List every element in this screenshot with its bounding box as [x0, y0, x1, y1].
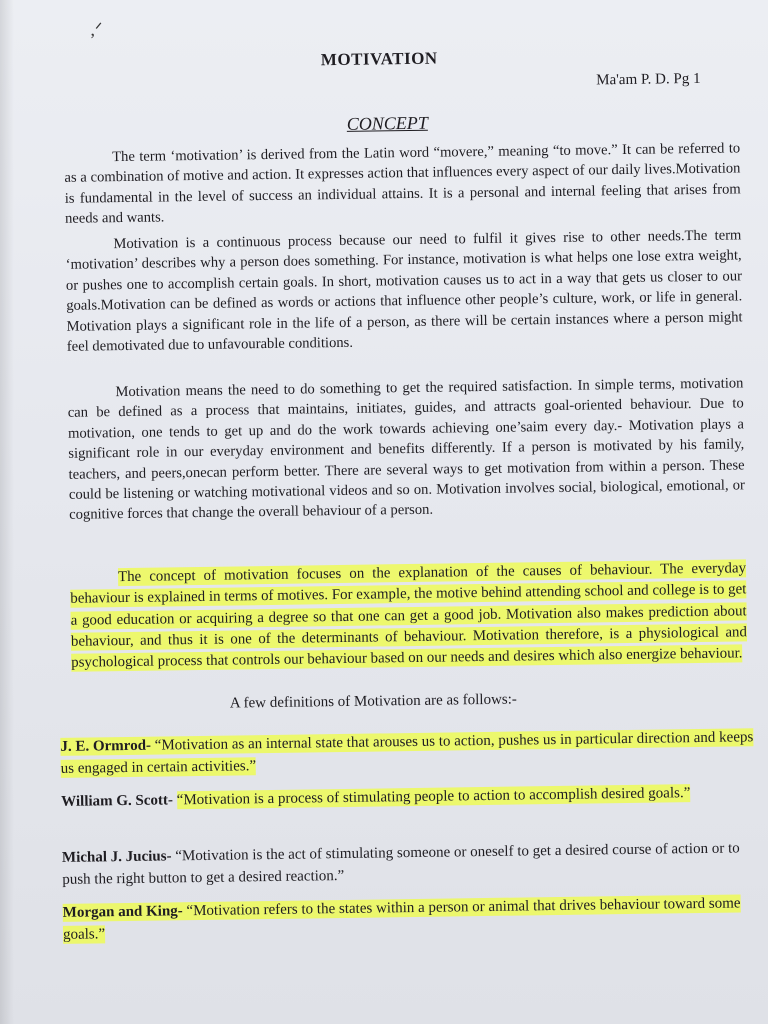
- definition-author: J. E. Ormrod-: [60, 737, 152, 755]
- definition-text: “Motivation as an internal state that arouses us to action, pushes us in particular direction and keeps us engaged in certain activities.”: [60, 729, 754, 777]
- section-heading: CONCEPT: [346, 112, 428, 134]
- author-label: Ma'am P. D. Pg 1: [596, 70, 701, 89]
- paragraph-3: Motivation means the need to do something to get the required satisfaction. In simple terms, motivation can be defined as a process that maintains, initiates, guides, and attracts goal-oriented behaviour. Due to motivation, one tends to get up and do the work towards achieving one’saim every day.- Motivation plays a significant role in our everyday environment and benefits differently. If a person is motivated by his family, teachers, and peers,onecan perform better. There are several ways to get motivation from within a person. These could be listening or watching motivational videos and so on. Motivation involves social, biological, emotional, or cognitive forces that change the overall behaviour of a person.: [67, 375, 745, 524]
- paragraph-2: Motivation is a continuous process because our need to fulfil it gives rise to other needs.The term ‘motivation’ describes why a person does something. For instance, motivation is what helps one lose extra weight, or pushes one to accomplish certain goals. In short, motivation causes us to act in a way that gets us closer to our goals.Motivation can be defined as words or actions that influence other people’s culture, work, or life in general. Motivation plays a significant role in the life of a person, as there will be certain instances where a person might feel demotivated due to unfavourable conditions.: [65, 227, 743, 355]
- definition-text: “Motivation refers to the states within a person or animal that drives behaviour toward some goals.”: [62, 895, 741, 943]
- page-title: MOTIVATION: [320, 48, 438, 70]
- paragraph-4-highlighted: The concept of motivation focuses on the explanation of the causes of behaviour. The everyday behaviour is explained in terms of motives. For example, the motive behind attending school and college is to get a good education or acquiring a degree so that one can get a good job. Motivation also makes prediction about behaviour, and thus it is one of the determinants of behaviour. Motivation therefore, is a physiological and psychological process that controls our behaviour based on our needs and desires which also energize behaviour.: [70, 560, 748, 671]
- definition-author: Morgan and King-: [62, 903, 183, 921]
- page-edge-shadow: [0, 0, 14, 1024]
- definition-text: “Motivation is the act of stimulating someone or oneself to get a desired course of action or to push the right button to get a desired reaction.”: [62, 840, 740, 888]
- pen-mark: ,ᐟ: [90, 19, 103, 40]
- definition-text: “Motivation is a process of stimulating people to action to accomplish desired goals.”: [176, 785, 691, 809]
- definition-author: William G. Scott-: [61, 792, 174, 810]
- definition-item: [63, 892, 762, 946]
- definition-item: [61, 781, 759, 813]
- definition-item: [62, 837, 761, 891]
- paragraph-1: The term ‘motivation’ is derived from the Latin word “movere,” meaning “to move.” It can be referred to as a combination of motive and action. It expresses action that influences every aspect of our daily lives.Motivation is fundamental in the level of success an individual attains. It is a personal and internal feeling that arises from needs and wants.: [64, 140, 741, 228]
- definition-item: [60, 726, 759, 780]
- definitions-intro: A few definitions of Motivation are as follows:-: [229, 691, 517, 712]
- definition-author: Michal J. Jucius-: [61, 848, 172, 866]
